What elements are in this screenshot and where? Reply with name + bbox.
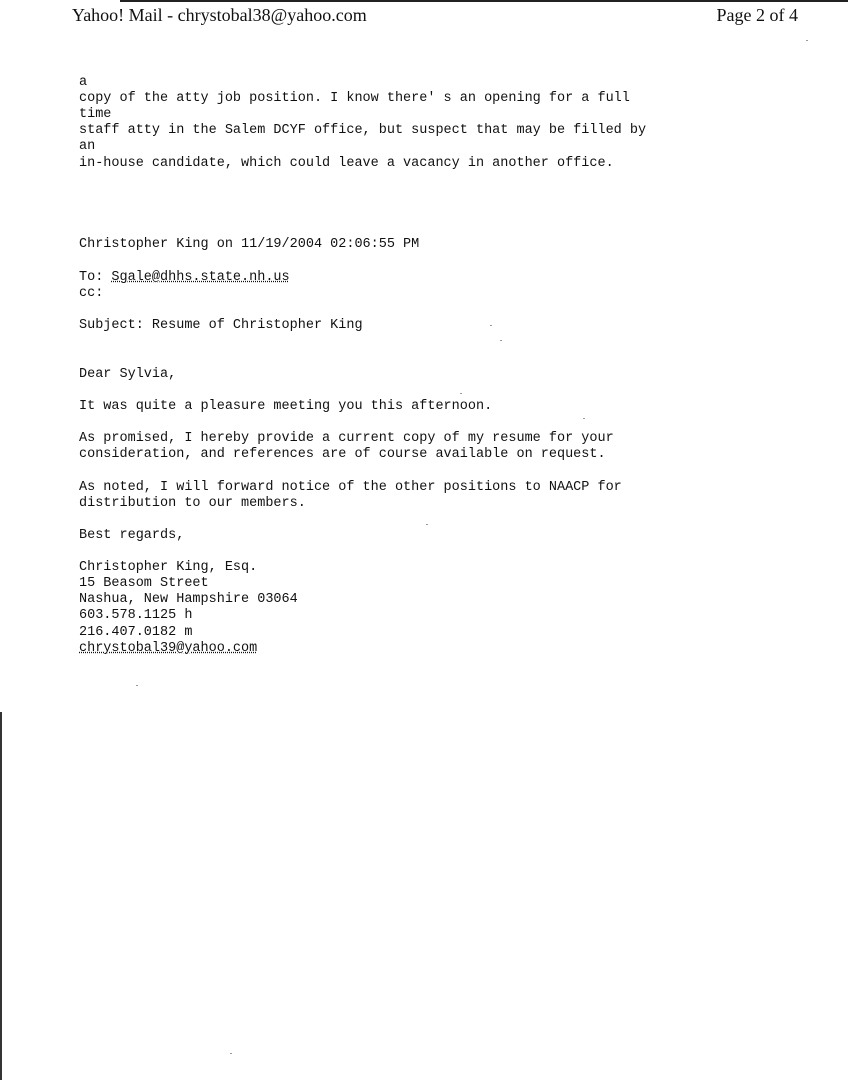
scan-speck	[806, 40, 808, 41]
scan-speck	[500, 340, 502, 341]
scan-speck	[136, 685, 138, 686]
quoted-line: time	[79, 107, 112, 122]
body-paragraph-1: It was quite a pleasure meeting you this afternoon.	[79, 399, 493, 414]
quoted-line: an	[79, 139, 96, 154]
signature-street: 15 Beasom Street	[79, 576, 209, 591]
closing: Best regards,	[79, 528, 185, 543]
greeting: Dear Sylvia,	[79, 367, 177, 382]
scan-speck	[583, 418, 585, 419]
page-top-rule	[120, 0, 848, 2]
signature-email-link[interactable]: chrystobal39@yahoo.com	[79, 641, 258, 656]
scan-speck	[490, 325, 492, 326]
quoted-line: a	[79, 75, 88, 90]
body-paragraph-2-line: consideration, and references are of course available on request.	[79, 447, 606, 462]
cc-label: cc:	[79, 286, 104, 301]
signature-city: Nashua, New Hampshire 03064	[79, 592, 298, 607]
to-line	[79, 270, 290, 286]
scan-speck	[460, 393, 462, 394]
to-label: To:	[79, 270, 112, 285]
body-paragraph-2-line: As promised, I hereby provide a current copy of my resume for your	[79, 431, 614, 446]
body-paragraph-3-line: distribution to our members.	[79, 496, 306, 511]
sender-line: Christopher King on 11/19/2004 02:06:55 PM	[79, 237, 420, 252]
quoted-line: copy of the atty job position. I know there' s an opening for a full	[79, 91, 630, 106]
print-header-page-number: Page 2 of 4	[716, 5, 798, 25]
signature-phone-home: 603.578.1125 h	[79, 608, 193, 623]
scan-left-edge	[0, 712, 2, 1080]
quoted-line: staff atty in the Salem DCYF office, but suspect that may be filled by	[79, 123, 647, 138]
print-header-title: Yahoo! Mail - chrystobal38@yahoo.com	[72, 5, 367, 25]
subject-line: Subject: Resume of Christopher King	[79, 318, 363, 333]
scan-speck	[230, 1053, 232, 1054]
signature-phone-mobile: 216.407.0182 m	[79, 625, 193, 640]
signature-name: Christopher King, Esq.	[79, 560, 258, 575]
to-address-link[interactable]: Sgale@dhhs.state.nh.us	[111, 270, 290, 285]
scan-speck	[426, 524, 428, 525]
quoted-line: in-house candidate, which could leave a vacancy in another office.	[79, 156, 614, 171]
body-paragraph-3-line: As noted, I will forward notice of the other positions to NAACP for	[79, 480, 622, 495]
